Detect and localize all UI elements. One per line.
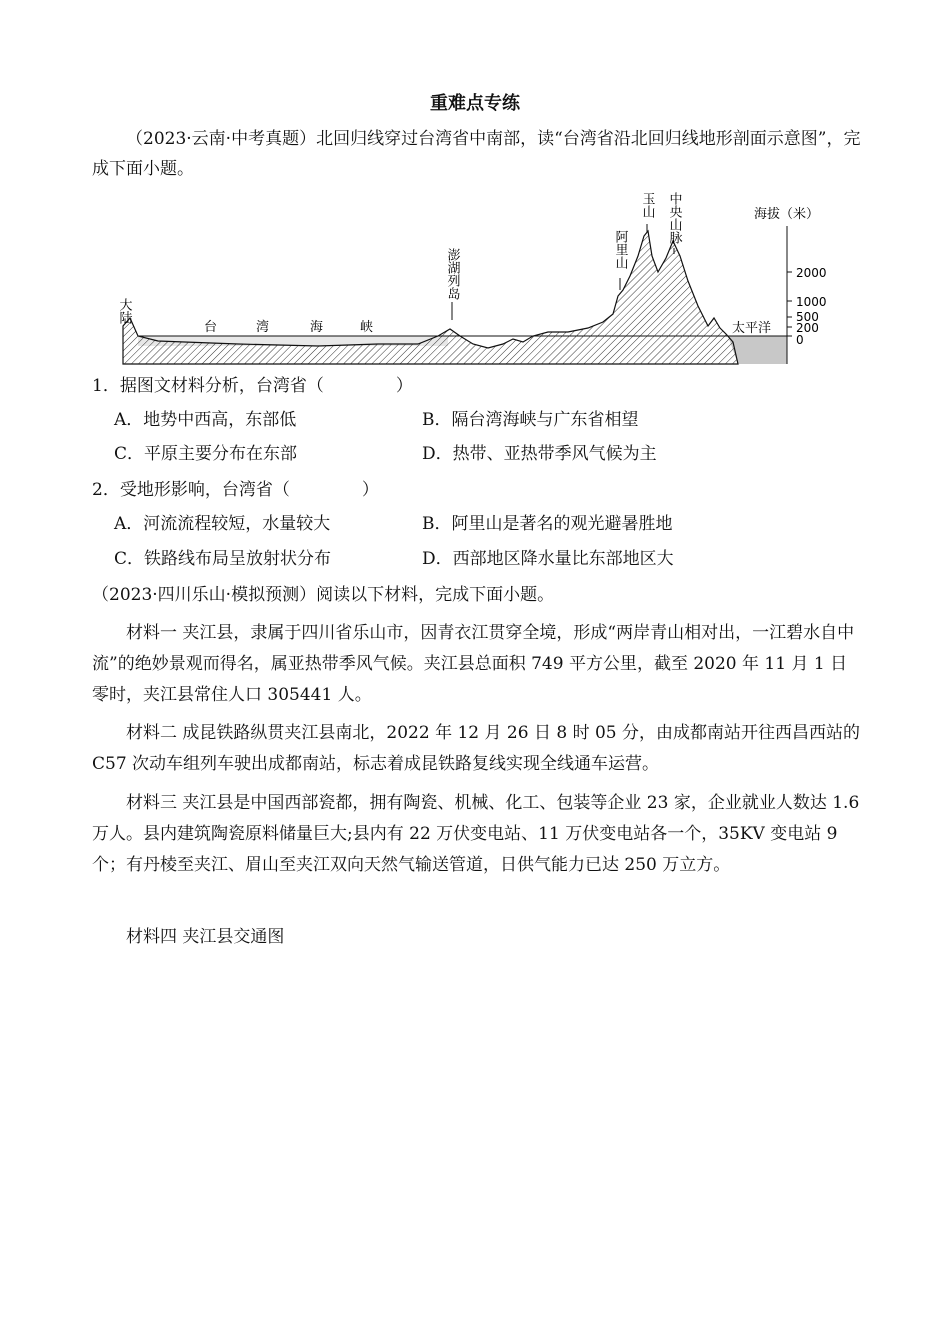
q2-option-d: D．西部地区降水量比东部地区大 xyxy=(422,549,674,569)
q1-option-d: D．热带、亚热带季风气候为主 xyxy=(422,444,657,464)
q2-option-b: B．阿里山是著名的观光避暑胜地 xyxy=(422,514,673,534)
material-3: 材料三 夹江县是中国西部瓷都，拥有陶瓷、机械、化工、包装等企业 23 家，企业就业人数达 1.6 万人。县内建筑陶瓷原料储量巨大;县内有 22 万伏变电站、11 万伏变电站各一个，35KV 变电站 9 个；有丹棱至夹江、眉山至夹江双向天然气输送管道，日供气能力已达 250 万立方。 xyxy=(92,793,860,875)
terrain-profile-svg xyxy=(118,186,830,366)
label-strait-2: 湾 xyxy=(256,320,270,335)
material-2: 材料二 成昆铁路纵贯夹江县南北，2022 年 12 月 26 日 8 时 05 分，由成都南站开往西昌西站的 C57 次动车组列车驶出成都南站，标志着成昆铁路复线实现全线通车运营。 xyxy=(92,723,861,774)
q2-option-a: A．河流流程较短，水量较大 xyxy=(114,514,331,534)
y-tick-label: 200 xyxy=(796,321,819,335)
terrain-profile-figure xyxy=(118,186,830,366)
intro-paragraph-2: （2023·四川乐山·模拟预测）阅读以下材料，完成下面小题。 xyxy=(92,585,555,605)
question-2-text: 2．受地形影响，台湾省（ xyxy=(92,480,290,500)
page-title: 重难点专练 xyxy=(430,93,520,114)
axis-title: 海拔（米） xyxy=(754,207,820,222)
y-tick-label: 0 xyxy=(796,333,804,347)
q1-option-c: C．平原主要分布在东部 xyxy=(114,444,298,464)
q2-option-c: C．铁路线布局呈放射状分布 xyxy=(114,549,332,569)
label-yushan: 玉山 xyxy=(639,192,655,218)
label-central-range: 中央山脉 xyxy=(666,192,682,244)
q1-option-a: A．地势中西高，东部低 xyxy=(114,410,297,430)
label-alishan: 阿里山 xyxy=(612,230,628,269)
question-1-text: 1．据图文材料分析，台湾省（ xyxy=(92,376,324,396)
material-4: 材料四 夹江县交通图 xyxy=(126,927,285,947)
material-1: 材料一 夹江县，隶属于四川省乐山市，因青衣江贯穿全境，形成“两岸青山相对出，一江碧水自中流”的绝妙景观而得名，属亚热带季风气候。夹江县总面积 749 平方公里，截至 2020 年 11 月 1 日零时，夹江县常住人口 305441 人。 xyxy=(92,623,855,705)
label-strait-3: 海 xyxy=(310,320,324,335)
label-penghu: 澎湖列岛 xyxy=(444,248,460,300)
question-1-stem xyxy=(92,372,413,400)
question-2-stem xyxy=(92,476,379,504)
label-strait-4: 峡 xyxy=(360,320,374,335)
question-2-close: ） xyxy=(361,480,379,500)
terrain-land xyxy=(123,231,738,364)
question-1-close: ） xyxy=(395,376,413,396)
intro-paragraph-1: （2023·云南·中考真题）北回归线穿过台湾省中南部，读“台湾省沿北回归线地形剖面示意图”，完成下面小题。 xyxy=(92,129,861,179)
label-mainland: 大陆 xyxy=(118,298,132,324)
label-pacific: 太平洋 xyxy=(732,321,772,336)
y-tick-label: 2000 xyxy=(796,266,827,280)
y-tick-label: 1000 xyxy=(796,295,827,309)
y-tick-label: 500 xyxy=(796,310,819,324)
label-strait-1: 台 xyxy=(204,320,218,335)
q1-option-b: B．隔台湾海峡与广东省相望 xyxy=(422,410,639,430)
